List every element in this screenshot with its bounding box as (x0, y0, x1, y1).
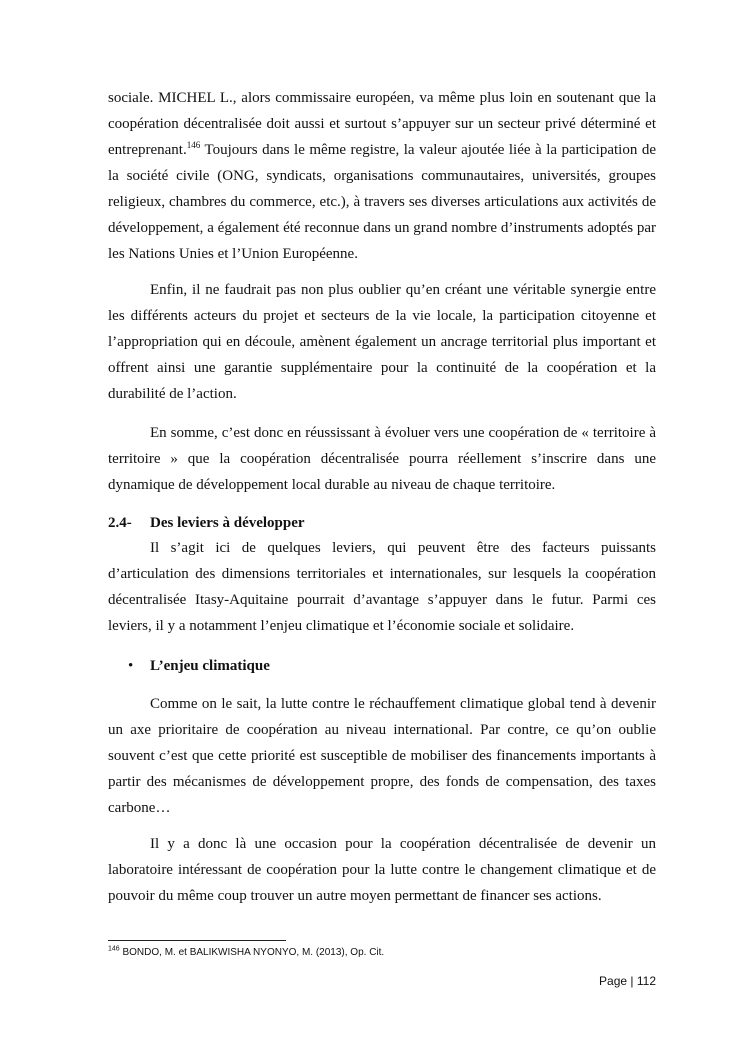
page-number: Page | 112 (599, 974, 656, 988)
footnote-text: BONDO, M. et BALIKWISHA NYONYO, M. (2013), Op. Cit. (119, 947, 385, 958)
paragraph-1 (108, 85, 656, 267)
paragraph-text: Toujours dans le même registre, la valeur ajoutée liée à la participation de la société civile (ONG, syndicats, organisations communautaires, universités, groupes religieux, chambres du commerce, etc.), à travers ses diverses articulations aux activités de développement, a également été reconnue dans un grand nombre d’instruments adoptés par les Nations Unies et l’Union Européenne. (108, 142, 656, 262)
bullet-icon: • (128, 658, 134, 674)
bullet-title: L’enjeu climatique (150, 658, 270, 674)
footnote-ref[interactable]: 146 (186, 140, 201, 150)
section-number: 2.4- (108, 515, 132, 531)
footnote (108, 947, 384, 958)
paragraph-2: Enfin, il ne faudrait pas non plus oublier qu’en créant une véritable synergie entre les différents acteurs du projet et secteurs de la vie locale, la participation citoyenne et l’appropriation qui en découle, amènent également un ancrage territorial plus important et offrent ainsi une garantie supplémentaire pour la continuité de la coopération et la durabilité de l’action. (108, 282, 656, 402)
paragraph-text: sociale. MICHEL L., alors commissaire européen, va même plus loin en soutenant que la coopération décentralisée doit aussi et surtout s’appuyer sur un secteur privé déterminé et entreprenant. (108, 90, 656, 158)
paragraph-5: Comme on le sait, la lutte contre le réchauffement climatique global tend à devenir un axe prioritaire de coopération au niveau international. Par contre, ce qu’on oublie souvent c’est que cette priorité est susceptible de mobiliser des financements importants à partir des mécanismes de développement propre, des fonds de compensation, des taxes carbone… (108, 696, 656, 816)
paragraph-6: Il y a donc là une occasion pour la coopération décentralisée de devenir un laboratoire intéressant de coopération pour la lutte contre le changement climatique et de pouvoir du même coup trouver un autre moyen permettant de financer ses actions. (108, 836, 656, 904)
section-title: Des leviers à développer (150, 515, 305, 531)
footnote-number: 146 (108, 945, 120, 953)
paragraph-4: Il s’agit ici de quelques leviers, qui peuvent être des facteurs puissants d’articulation des dimensions territoriales et internationales, sur lesquels la coopération décentralisée Itasy-Aquitaine pourrait d’avantage s’appuyer dans le futur. Parmi ces leviers, il y a notamment l’enjeu climatique et l’économie sociale et solidaire. (108, 540, 656, 634)
section-heading (108, 510, 656, 536)
paragraph-3: En somme, c’est donc en réussissant à évoluer vers une coopération de « territoire à territoire » que la coopération décentralisée pourra réellement s’inscrire dans une dynamique de développement local durable au niveau de chaque territoire. (108, 425, 656, 493)
footnote-separator (108, 940, 286, 941)
